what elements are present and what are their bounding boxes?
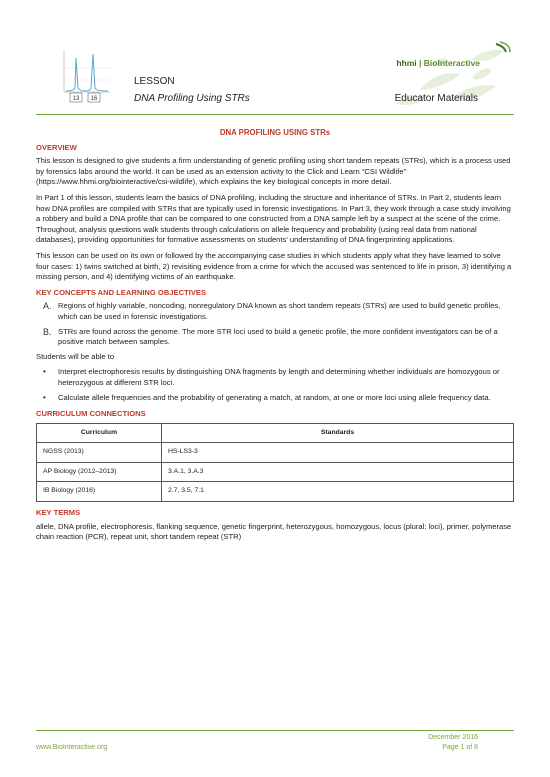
table-cell: 3.A.1, 3.A.3 [162,462,514,482]
bullet-icon: • [43,393,46,403]
table-row [37,443,514,463]
key-concepts-heading: KEY CONCEPTS AND LEARNING OBJECTIVES [36,287,207,297]
svg-text:16: 16 [90,96,98,102]
main-content [36,128,514,548]
list-item [36,327,514,348]
list-item-text: Interpret electrophoresis results by distinguishing DNA fragments by length and determining whether individuals are homozygous or heterozygous at different STR loci. [58,367,500,387]
header-divider [36,114,514,115]
table-row [37,482,514,502]
table-cell: AP Biology (2012–2013) [37,462,162,482]
electropherogram-icon [62,48,112,104]
list-item-text: Calculate allele frequencies and the probability of generating a match, at random, at one or more loci using allele frequency data. [58,393,491,403]
table-cell: HS-LS3-3 [162,443,514,463]
list-item [36,367,514,388]
table-cell: NGSS (2013) [37,443,162,463]
curriculum-heading: CURRICULUM CONNECTIONS [36,409,146,419]
objectives-list [36,367,514,404]
footer-divider [36,730,514,731]
svg-text:13: 13 [72,96,80,102]
list-item-text: STRs are found across the genome. The more STR loci used to build a genetic profile, the more confident investigators can be of a positive match between samples. [58,326,498,347]
overview-paragraph-3: This lesson can be used on its own or followed by the accompanying case studies in which students apply what they have learned to solve four cases: 1) twins switched at birth, 2) revisiting evidence from a crime for which the accused was sentenced to life in prison, 3) identifying a missing person, and 4) identifying victims of an earthquake. [36,250,512,282]
page-header [0,0,550,118]
list-marker: B. [43,326,52,337]
footer-link[interactable]: www.BioInteractive.org [36,744,108,751]
table-row [37,462,514,482]
column-header: Standards [162,423,514,443]
overview-heading: OVERVIEW [36,142,77,152]
column-header: Curriculum [37,423,162,443]
footer-date: December 2016 [428,734,478,741]
lesson-title: DNA Profiling Using STRs [134,93,250,104]
overview-paragraph-2: In Part 1 of this lesson, students learn the basics of DNA profiling, including the structure and inheritance of STRs. In Part 2, students learn how DNA profiles are compiled with STRs that are typically used in forensic investigations. In Part 3, they work through a case study involving a robbery and build a DNA profile that can be compared to one constructed from a DNA sample left by a suspect at the scene of the crime. Throughout, analysis questions walk students through calculations on allele frequency and probability (using real data from national databases), providing opportunities for formative assessments on students’ understanding of DNA fingerprinting applications. [36,192,511,245]
bullet-icon: • [43,367,46,377]
document-title: DNA PROFILING USING STRs [219,128,331,137]
overview-paragraph-1: This lesson is designed to give students a firm understanding of genetic profiling using short tandem repeats (STRs), which is a process used by forensics labs around the world. It can be used as an extension activity to the Click and Learn “CSI Wildlife” (https://www.hhmi.org/biointeractive/csi-wildlife), which explains the key biological concepts in more detail. [36,156,511,187]
key-concepts-list [36,301,514,347]
list-item [36,393,514,404]
key-terms-text: allele, DNA profile, electrophoresis, flanking sequence, genetic fingerprint, heterozygous, homozygous, locus (plural: loci), primer, polymerase chain reaction (PCR), repeat unit, short tandem repeat (STR) [36,521,512,542]
able-intro: Students will be able to [36,351,115,361]
table-header-row [37,423,514,443]
list-item [36,301,514,322]
curriculum-table [36,423,514,502]
audience-label: Educator Materials [394,93,478,104]
list-item-text: Regions of highly variable, noncoding, nonregulatory DNA known as short tandem repeats (STRs) are used to build genetic profiles, which can be used in forensic investigations. [58,301,501,321]
table-cell: IB Biology (2016) [37,482,162,502]
key-terms-heading: KEY TERMS [36,508,81,518]
list-marker: A. [43,301,52,312]
table-cell: 2.7, 3.5, 7.1 [162,482,514,502]
lesson-label: LESSON [134,76,175,87]
brand-logo: hhmi | BioInteractive [396,58,480,68]
page-number: Page 1 of 8 [442,744,478,751]
